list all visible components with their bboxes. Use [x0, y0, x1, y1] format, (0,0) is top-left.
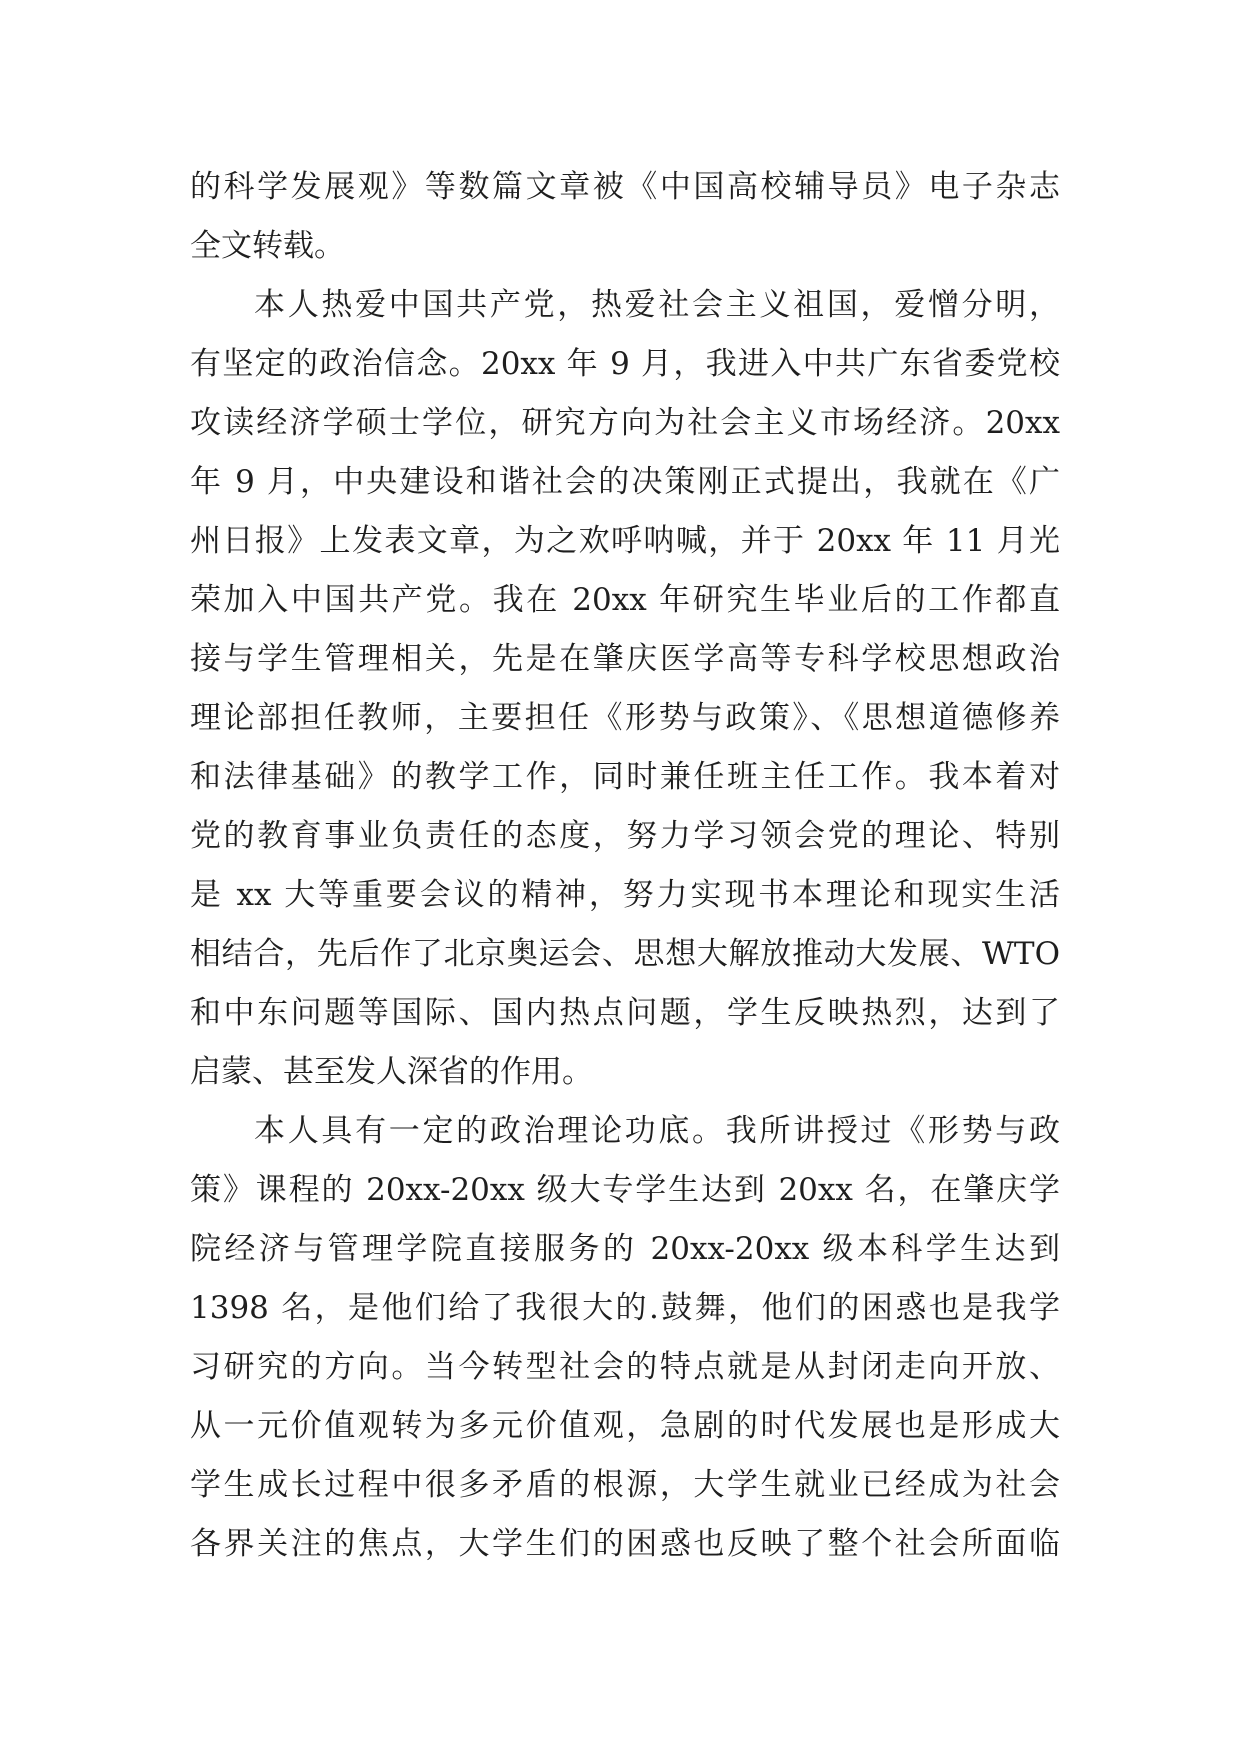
text-line: 启蒙、甚至发人深省的作用。	[190, 1054, 593, 1090]
text-line: 和中东问题等国际、国内热点问题，学生反映热烈，达到了	[190, 995, 1060, 1031]
text-line: 年 9 月，中央建设和谐社会的决策刚正式提出，我就在《广	[190, 464, 1060, 500]
body-text	[190, 158, 1060, 1574]
text-line: 是 xx 大等重要会议的精神，努力实现书本理论和现实生活	[190, 877, 1060, 913]
text-line: 本人具有一定的政治理论功底。我所讲授过《形势与政	[254, 1113, 1060, 1149]
text-line: 各界关注的焦点，大学生们的困惑也反映了整个社会所面临	[190, 1526, 1060, 1562]
text-line: 攻读经济学硕士学位，研究方向为社会主义市场经济。20xx	[190, 405, 1060, 441]
text-line: 学生成长过程中很多矛盾的根源，大学生就业已经成为社会	[190, 1467, 1060, 1503]
text-line: 的科学发展观》等数篇文章被《中国高校辅导员》电子杂志	[190, 169, 1060, 205]
text-line: 接与学生管理相关，先是在肇庆医学高等专科学校思想政治	[190, 641, 1060, 677]
text-line: 有坚定的政治信念。20xx 年 9 月，我进入中共广东省委党校	[190, 346, 1060, 382]
text-line: 1398 名，是他们给了我很大的.鼓舞，他们的困惑也是我学	[190, 1290, 1060, 1326]
text-line: 全文转载。	[190, 228, 345, 264]
text-line: 策》课程的 20xx-20xx 级大专学生达到 20xx 名，在肇庆学	[190, 1172, 1060, 1208]
text-line: 荣加入中国共产党。我在 20xx 年研究生毕业后的工作都直	[190, 582, 1060, 618]
text-line: 相结合，先后作了北京奥运会、思想大解放推动大发展、WTO	[190, 936, 1060, 972]
text-line: 州日报》上发表文章，为之欢呼呐喊，并于 20xx 年 11 月光	[190, 523, 1060, 559]
text-line: 院经济与管理学院直接服务的 20xx-20xx 级本科学生达到	[190, 1231, 1060, 1267]
text-line: 党的教育事业负责任的态度，努力学习领会党的理论、特别	[190, 818, 1060, 854]
text-line: 本人热爱中国共产党，热爱社会主义祖国，爱憎分明，	[254, 287, 1060, 323]
text-line: 和法律基础》的教学工作，同时兼任班主任工作。我本着对	[190, 759, 1060, 795]
text-line: 习研究的方向。当今转型社会的特点就是从封闭走向开放、	[190, 1349, 1060, 1385]
text-line: 从一元价值观转为多元价值观，急剧的时代发展也是形成大	[190, 1408, 1060, 1444]
text-line: 理论部担任教师，主要担任《形势与政策》、《思想道德修养	[190, 700, 1060, 736]
